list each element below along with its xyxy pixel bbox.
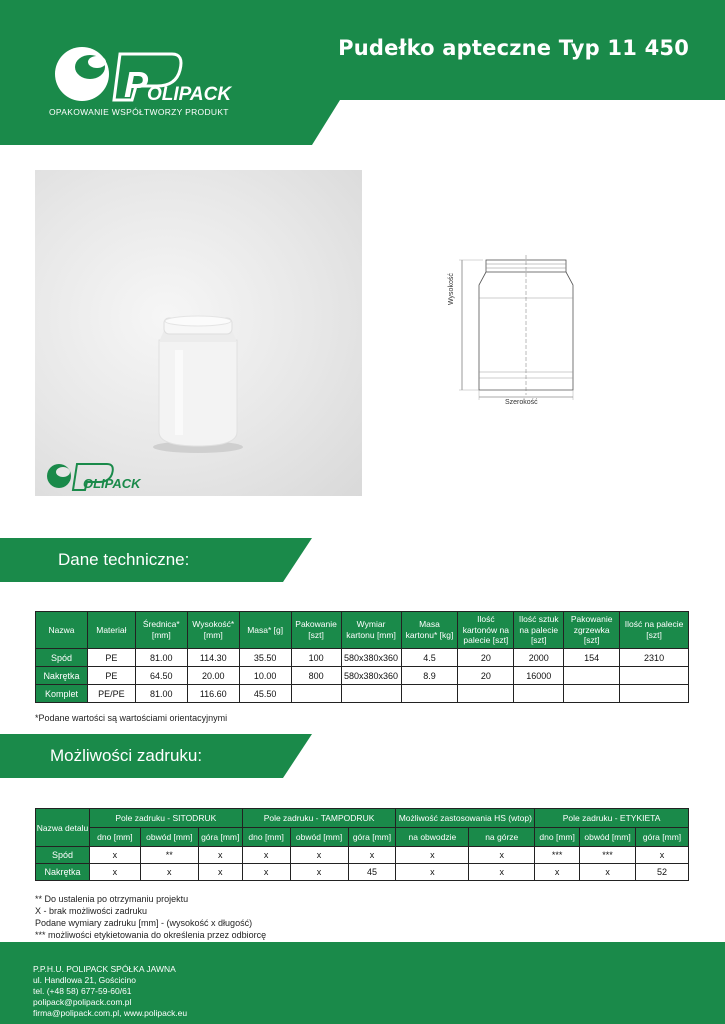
table-cell: 2310 xyxy=(620,649,689,667)
print-group-row xyxy=(36,809,689,828)
table-row xyxy=(36,685,689,703)
table-cell: 4.5 xyxy=(401,649,458,667)
note-line: Podane wymiary zadruku [mm] - (wysokość x długość) xyxy=(35,918,253,928)
sub-header: na górze xyxy=(469,828,535,847)
table-cell: 8.9 xyxy=(401,667,458,685)
table-cell: 580x380x360 xyxy=(341,667,401,685)
row-name: Spód xyxy=(36,649,88,667)
table-cell: x xyxy=(89,847,140,864)
phone: tel. (+48 58) 677-59-60/61 xyxy=(33,986,132,996)
table-cell xyxy=(458,685,514,703)
table-cell: 16000 xyxy=(514,667,564,685)
table-row xyxy=(36,864,689,881)
tagline: OPAKOWANIE WSPÓŁTWORZY PRODUKT xyxy=(49,107,229,117)
col-header: Pakowanie [szt] xyxy=(291,612,341,649)
table-cell xyxy=(401,685,458,703)
row-name: Nakrętka xyxy=(36,864,90,881)
technical-drawing xyxy=(445,250,595,410)
table-cell: 20 xyxy=(458,667,514,685)
table-cell: PE xyxy=(87,649,135,667)
table-cell: 580x380x360 xyxy=(341,649,401,667)
row-name: Nakrętka xyxy=(36,667,88,685)
col-header: Nazwa xyxy=(36,612,88,649)
table-cell xyxy=(564,685,620,703)
tech-header-row xyxy=(36,612,689,649)
logo-swoosh-icon xyxy=(52,42,237,104)
logo-letter-p: P xyxy=(124,64,149,104)
table-cell: 45 xyxy=(348,864,396,881)
table-cell: 81.00 xyxy=(135,649,187,667)
table-cell: 116.60 xyxy=(187,685,239,703)
table-cell xyxy=(291,685,341,703)
table-cell: 2000 xyxy=(514,649,564,667)
table-row xyxy=(36,847,689,864)
print-heading: Możliwości zadruku: xyxy=(50,746,203,765)
sub-header: góra [mm] xyxy=(198,828,242,847)
note-line: *** możliwości etykietowania do określenia przez odbiorcę xyxy=(35,930,267,940)
page-header xyxy=(0,0,725,145)
website-link[interactable]: firma@polipack.com.pl, www.polipack.eu xyxy=(33,1008,188,1018)
print-banner xyxy=(0,734,312,778)
table-cell: ** xyxy=(140,847,198,864)
note-line: X - brak możliwości zadruku xyxy=(35,906,148,916)
table-cell: x xyxy=(290,864,348,881)
col-header: Wysokość* [mm] xyxy=(187,612,239,649)
print-notes xyxy=(35,893,266,941)
tech-data-table xyxy=(35,611,689,703)
col-header: Ilość sztuk na palecie [szt] xyxy=(514,612,564,649)
table-cell: 52 xyxy=(636,864,689,881)
email-link[interactable]: polipack@polipack.com.pl xyxy=(33,997,132,1007)
street-address: ul. Handlowa 21, Gościcino xyxy=(33,975,137,985)
table-cell: 35.50 xyxy=(239,649,291,667)
sub-header: obwód [mm] xyxy=(140,828,198,847)
table-cell: x xyxy=(89,864,140,881)
page-footer xyxy=(0,942,725,1024)
group-header: Pole zadruku - TAMPODRUK xyxy=(242,809,396,828)
table-cell: x xyxy=(580,864,636,881)
col-header: Ilość kartonów na palecie [szt] xyxy=(458,612,514,649)
sub-header: na obwodzie xyxy=(396,828,469,847)
col-header: Materiał xyxy=(87,612,135,649)
company-name: P.P.H.U. POLIPACK SPÓŁKA JAWNA xyxy=(33,964,176,974)
table-cell: 10.00 xyxy=(239,667,291,685)
col-header: Ilość na palecie [szt] xyxy=(620,612,689,649)
table-cell: PE/PE xyxy=(87,685,135,703)
height-label: Wysokość xyxy=(448,273,455,305)
tech-data-banner xyxy=(0,538,312,582)
col-header: Masa* [g] xyxy=(239,612,291,649)
col-header: Pakowanie zgrzewka [szt] xyxy=(564,612,620,649)
table-cell: 45.50 xyxy=(239,685,291,703)
note-line: ** Do ustalenia po otrzymaniu projektu xyxy=(35,894,189,904)
table-cell xyxy=(620,667,689,685)
print-options-table xyxy=(35,808,689,881)
table-cell xyxy=(341,685,401,703)
width-label: Szerokość xyxy=(505,399,538,406)
table-cell: x xyxy=(535,864,580,881)
table-cell xyxy=(514,685,564,703)
tech-footnote: *Podane wartości są wartościami orientacyjnymi xyxy=(35,713,228,723)
product-photo xyxy=(35,170,362,496)
group-header: Pole zadruku - SITODRUK xyxy=(89,809,242,828)
table-cell: x xyxy=(396,864,469,881)
table-cell: 100 xyxy=(291,649,341,667)
table-cell: 800 xyxy=(291,667,341,685)
sub-header: góra [mm] xyxy=(636,828,689,847)
group-header: Pole zadruku - ETYKIETA xyxy=(535,809,689,828)
table-cell: 81.00 xyxy=(135,685,187,703)
col-header: Wymiar kartonu [mm] xyxy=(341,612,401,649)
table-cell: x xyxy=(348,847,396,864)
watermark-wordmark: OLIPACK xyxy=(83,476,141,491)
sub-header: dno [mm] xyxy=(242,828,290,847)
table-cell: x xyxy=(290,847,348,864)
row-name: Spód xyxy=(36,847,90,864)
page-title: Pudełko apteczne Typ 11 450 xyxy=(338,36,689,60)
table-cell: *** xyxy=(580,847,636,864)
table-cell xyxy=(620,685,689,703)
col-header: Masa kartonu* [kg] xyxy=(401,612,458,649)
table-row xyxy=(36,667,689,685)
table-cell: x xyxy=(140,864,198,881)
table-cell: 20.00 xyxy=(187,667,239,685)
table-cell xyxy=(564,667,620,685)
col-header: Średnica* [mm] xyxy=(135,612,187,649)
table-cell: x xyxy=(469,847,535,864)
sub-header: obwód [mm] xyxy=(290,828,348,847)
table-cell: 64.50 xyxy=(135,667,187,685)
table-cell: x xyxy=(636,847,689,864)
table-cell: x xyxy=(242,847,290,864)
sub-header: obwód [mm] xyxy=(580,828,636,847)
table-row xyxy=(36,649,689,667)
table-cell: 20 xyxy=(458,649,514,667)
table-cell: *** xyxy=(535,847,580,864)
polipack-logo xyxy=(52,42,237,109)
logo-wordmark: OLIPACK xyxy=(147,84,232,104)
table-cell: x xyxy=(396,847,469,864)
table-cell: PE xyxy=(87,667,135,685)
sub-header: góra [mm] xyxy=(348,828,396,847)
table-cell: 114.30 xyxy=(187,649,239,667)
col-header: Nazwa detalu xyxy=(36,809,90,847)
tech-data-heading: Dane techniczne: xyxy=(58,550,190,569)
row-name: Komplet xyxy=(36,685,88,703)
sub-header: dno [mm] xyxy=(535,828,580,847)
container-image xyxy=(35,170,362,496)
table-cell: x xyxy=(198,847,242,864)
company-address xyxy=(33,964,187,1019)
sub-header: dno [mm] xyxy=(89,828,140,847)
table-cell: x xyxy=(242,864,290,881)
table-cell: x xyxy=(469,864,535,881)
table-cell: 154 xyxy=(564,649,620,667)
group-header: Możliwość zastosowania HS (wtop) xyxy=(396,809,535,828)
table-cell: x xyxy=(198,864,242,881)
print-subheader-row xyxy=(36,828,689,847)
